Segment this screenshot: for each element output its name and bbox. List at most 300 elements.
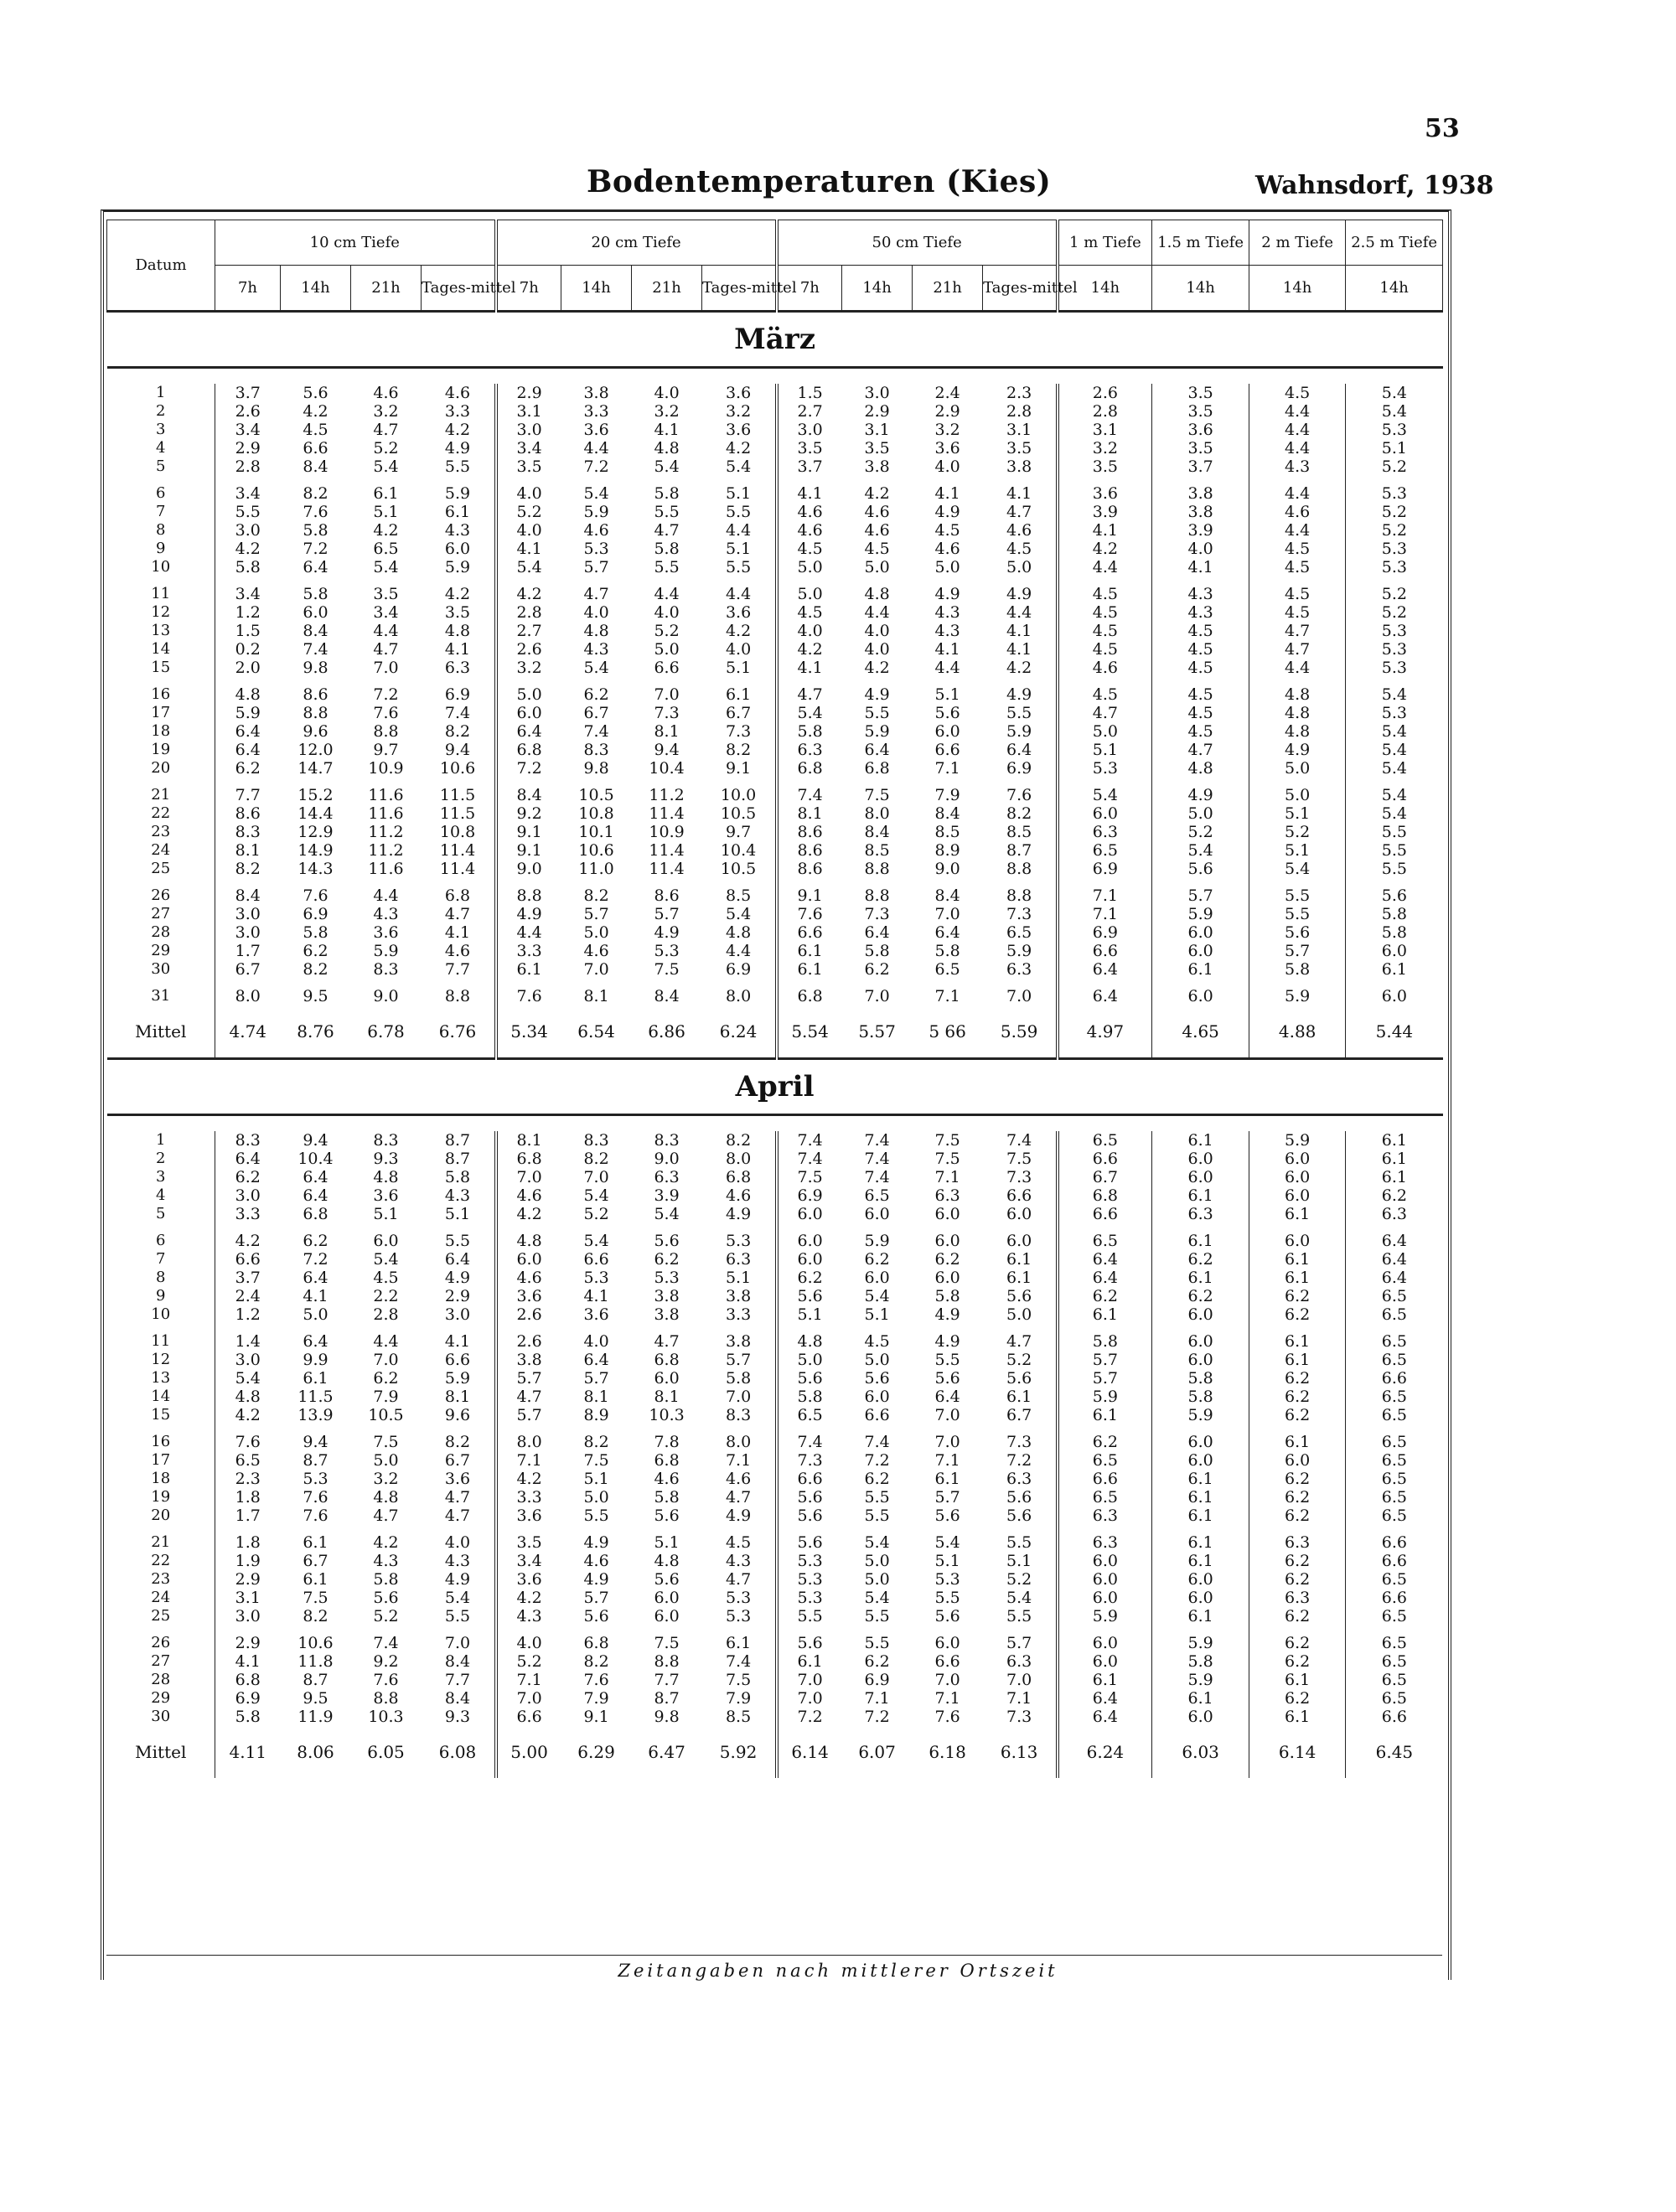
temperature-cell: 5.5 [444,1607,471,1625]
mean-cell: 6.03 [1152,1726,1249,1778]
table-row [107,878,1443,905]
temperature-cell: 8.4 [444,1652,471,1671]
temperature-cell: 5.8 [864,942,890,960]
temperature-cell: 6.0 [777,1223,842,1250]
temperature-cell: 6.7 [215,960,281,979]
temperature-cell: 4.7 [373,421,399,439]
table-row [107,1470,1443,1488]
day-label: 6 [156,484,166,502]
temperature-cell: 1.4 [215,1324,281,1351]
temperature-cell: 6.6 [1346,1369,1443,1388]
temperature-cell: 7.0 [373,1351,399,1369]
temperature-cell: 4.5 [1058,576,1152,603]
temperature-cell: 6.3 [1058,1525,1152,1552]
temperature-cell: 6.0 [1346,979,1443,1005]
temperature-cell: 8.1 [777,804,842,823]
temperature-cell: 7.7 [654,1671,680,1689]
day-label: 27 [151,905,171,923]
temperature-cell: 4.5 [1249,384,1346,402]
temperature-cell: 8.7 [1006,841,1032,860]
temperature-cell: 6.3 [1249,1589,1346,1607]
temperature-cell: 5.1 [444,1205,471,1223]
temperature-cell: 7.1 [934,759,960,778]
temperature-cell: 3.3 [496,1488,561,1507]
temperature-cell: 4.2 [496,1470,561,1488]
table-row [107,759,1443,778]
temperature-cell: 4.0 [725,640,752,659]
day-label: 24 [151,841,171,859]
temperature-cell: 5.8 [654,1488,680,1507]
table-row [107,942,1443,960]
temperature-cell: 11.6 [368,860,404,878]
table-row [107,1305,1443,1324]
temperature-cell: 5.1 [373,1205,399,1223]
temperature-cell: 6.9 [1058,923,1152,942]
sub-header: Tages-mittel [983,266,1058,312]
temperature-cell: 9.9 [303,1351,328,1369]
temperature-cell: 6.4 [864,741,890,759]
day-label: 16 [151,1433,171,1450]
temperature-cell: 6.4 [303,1186,328,1205]
temperature-cell: 6.1 [1249,1708,1346,1726]
temperature-cell: 4.5 [934,521,960,540]
temperature-cell: 2.8 [1006,402,1032,421]
temperature-cell: 6.3 [654,1168,680,1186]
footer-note: Zeitangaben nach mittlerer Ortszeit [618,1961,1058,1981]
temperature-cell: 4.5 [1249,603,1346,622]
temperature-cell: 6.2 [303,942,328,960]
temperature-cell: 5.2 [1346,603,1443,622]
temperature-cell: 7.0 [1006,987,1032,1005]
temperature-cell: 5.2 [654,622,680,640]
temperature-cell: 4.8 [777,1324,842,1351]
temperature-cell: 4.2 [215,540,281,558]
temperature-cell: 4.2 [215,1406,281,1424]
temperature-cell: 6.3 [444,659,471,677]
temperature-cell: 4.4 [1249,521,1346,540]
temperature-cell: 4.0 [654,603,680,622]
temperature-cell: 6.0 [934,1205,960,1223]
mean-cell: 5.44 [1346,1005,1443,1059]
temperature-cell: 4.6 [1006,521,1032,540]
temperature-cell: 6.1 [1249,1424,1346,1451]
temperature-cell: 4.5 [1058,640,1152,659]
mean-row [107,1005,1443,1059]
temperature-cell: 4.6 [496,1269,561,1287]
temperature-cell: 4.5 [725,1533,752,1552]
temperature-cell: 6.2 [1249,1388,1346,1406]
temperature-cell: 6.0 [1152,1168,1249,1186]
temperature-cell: 3.9 [1058,503,1152,521]
temperature-cell: 2.2 [373,1287,399,1305]
temperature-cell: 2.3 [1006,384,1032,402]
temperature-cell: 7.5 [934,1131,960,1150]
temperature-cell: 6.5 [1346,1424,1443,1451]
temperature-cell: 9.8 [303,659,328,677]
temperature-cell: 7.0 [654,685,680,704]
temperature-cell: 5.5 [864,1507,890,1525]
temperature-cell: 7.4 [725,1652,752,1671]
temperature-cell: 5.8 [1058,1324,1152,1351]
temperature-cell: 7.2 [496,759,561,778]
temperature-cell: 6.9 [1058,860,1152,878]
mean-cell: 6.05 [367,1742,405,1762]
temperature-cell: 6.5 [1346,1451,1443,1470]
temperature-cell: 5.6 [1006,1507,1032,1525]
temperature-cell: 5.3 [1346,704,1443,722]
mean-cell: 5.57 [858,1021,896,1041]
temperature-cell: 5.0 [373,1451,399,1470]
temperature-cell: 4.1 [583,1287,609,1305]
temperature-cell: 4.0 [934,457,960,476]
temperature-cell: 6.0 [1152,1570,1249,1589]
temperature-cell: 5.0 [303,1305,328,1324]
temperature-cell: 4.1 [496,540,561,558]
temperature-cell: 4.4 [583,439,609,457]
temperature-cell: 5.9 [1058,1388,1152,1406]
temperature-cell: 6.4 [215,741,281,759]
temperature-cell: 5.1 [1346,439,1443,457]
temperature-cell: 6.2 [777,1269,842,1287]
temperature-cell: 6.5 [1346,1689,1443,1708]
temperature-cell: 5.5 [864,1607,890,1625]
temperature-cell: 6.2 [1249,1689,1346,1708]
temperature-cell: 14.7 [297,759,334,778]
temperature-cell: 5.3 [1346,558,1443,576]
temperature-cell: 6.8 [1058,1186,1152,1205]
temperature-cell: 6.0 [1152,1451,1249,1470]
temperature-cell: 5.3 [725,1589,752,1607]
temperature-cell: 6.4 [215,722,281,741]
temperature-cell: 6.0 [864,1269,890,1287]
temperature-cell: 5.4 [1346,741,1443,759]
temperature-cell: 5.8 [1152,1369,1249,1388]
temperature-cell: 7.9 [725,1689,752,1708]
temperature-cell: 2.9 [215,439,281,457]
temperature-cell: 6.3 [1152,1205,1249,1223]
temperature-cell: 4.0 [583,603,609,622]
temperature-cell: 6.5 [1058,1451,1152,1470]
temperature-cell: 6.5 [934,960,960,979]
temperature-cell: 9.4 [654,741,680,759]
temperature-cell: 5.6 [777,1507,842,1525]
day-label: 20 [151,1507,171,1524]
temperature-cell: 11.2 [368,823,404,841]
temperature-cell: 6.5 [1346,1625,1443,1652]
temperature-cell: 4.3 [583,640,609,659]
temperature-cell: 1.8 [215,1525,281,1552]
temperature-cell: 5.6 [1006,1488,1032,1507]
temperature-cell: 5.4 [583,659,609,677]
temperature-cell: 5.6 [654,1507,680,1525]
temperature-cell: 6.4 [1058,979,1152,1005]
table-row [107,1388,1443,1406]
day-label: 25 [151,1607,171,1625]
table-row [107,1269,1443,1287]
temperature-cell: 5.8 [1346,905,1443,923]
temperature-cell: 5.5 [444,1232,471,1250]
temperature-cell: 4.5 [1249,540,1346,558]
temperature-cell: 3.6 [583,421,609,439]
temperature-cell: 8.3 [215,823,281,841]
temperature-cell: 4.1 [215,1652,281,1671]
temperature-cell: 6.1 [1152,1507,1249,1525]
temperature-cell: 10.5 [720,804,757,823]
temperature-cell: 7.0 [934,1406,960,1424]
temperature-cell: 6.0 [1152,1305,1249,1324]
day-label: 14 [151,640,171,658]
temperature-cell: 6.1 [1058,1406,1152,1424]
temperature-cell: 7.3 [1006,1433,1032,1451]
day-label: 15 [151,659,171,676]
temperature-cell: 4.8 [864,585,890,603]
temperature-cell: 3.7 [215,384,281,402]
temperature-cell: 10.1 [578,823,614,841]
temperature-cell: 4.8 [654,1552,680,1570]
temperature-cell: 4.0 [496,1625,561,1652]
temperature-cell: 3.1 [864,421,890,439]
temperature-cell: 6.4 [934,923,960,942]
temperature-cell: 5.4 [215,1369,281,1388]
sub-header: 14h [1152,266,1249,312]
temperature-cell: 7.2 [864,1708,890,1726]
temperature-cell: 5.8 [725,1369,752,1388]
temperature-cell: 5.8 [1152,1388,1249,1406]
temperature-cell: 5.4 [373,1250,399,1269]
temperature-cell: 6.2 [864,1470,890,1488]
temperature-cell: 5.6 [1006,1369,1032,1388]
sub-header: 14h [561,266,632,312]
temperature-cell: 4.8 [1152,759,1249,778]
temperature-cell: 5.9 [1006,942,1032,960]
temperature-cell: 5.4 [1346,677,1443,704]
temperature-cell: 3.5 [1006,439,1032,457]
table-row [107,503,1443,521]
day-label: 17 [151,1451,171,1469]
temperature-cell: 5.8 [1249,960,1346,979]
temperature-cell: 4.1 [777,476,842,503]
temperature-cell: 6.0 [864,1205,890,1223]
temperature-cell: 15.2 [297,786,334,804]
temperature-cell: 5.6 [934,704,960,722]
temperature-cell: 8.3 [725,1406,752,1424]
temperature-cell: 6.2 [1058,1424,1152,1451]
temperature-cell: 8.2 [583,1652,609,1671]
temperature-cell: 5.7 [583,905,609,923]
mean-cell: 6.14 [1249,1726,1346,1778]
temperature-cell: 6.1 [303,1533,328,1552]
temperature-cell: 3.6 [496,1570,561,1589]
temperature-cell: 4.3 [934,622,960,640]
temperature-cell: 5.0 [1006,1305,1032,1324]
temperature-cell: 3.3 [215,1205,281,1223]
temperature-cell: 3.8 [864,457,890,476]
temperature-cell: 4.2 [864,659,890,677]
day-label: 30 [151,1708,171,1725]
temperature-cell: 5.6 [583,1607,609,1625]
temperature-cell: 6.2 [373,1369,399,1388]
temperature-cell: 8.9 [934,841,960,860]
temperature-cell: 8.7 [303,1671,328,1689]
day-label: 17 [151,704,171,721]
temperature-cell: 8.6 [654,886,680,905]
temperature-cell: 8.2 [583,1433,609,1451]
table-row [107,384,1443,402]
temperature-cell: 5.4 [1346,778,1443,804]
temperature-cell: 10.5 [368,1406,404,1424]
temperature-cell: 5.6 [373,1589,399,1607]
temperature-cell: 5.6 [777,1287,842,1305]
temperature-cell: 9.3 [444,1708,471,1726]
temperature-cell: 4.7 [444,905,471,923]
temperature-cell: 3.9 [1152,521,1249,540]
temperature-cell: 7.3 [654,704,680,722]
temperature-cell: 6.2 [1249,1488,1346,1507]
table-row [107,521,1443,540]
temperature-cell: 4.3 [444,1552,471,1570]
table-row [107,457,1443,476]
temperature-cell: 9.0 [373,987,399,1005]
temperature-cell: 7.6 [303,503,328,521]
day-label: 20 [151,759,171,777]
temperature-cell: 5.1 [777,1305,842,1324]
temperature-cell: 6.5 [1346,1324,1443,1351]
day-label: 6 [156,1232,166,1249]
temperature-cell: 4.6 [373,384,399,402]
temperature-cell: 4.7 [496,1388,561,1406]
day-label: 21 [151,786,171,804]
day-label: 29 [151,942,171,959]
temperature-cell: 8.3 [654,1131,680,1150]
temperature-cell: 4.4 [1249,421,1346,439]
temperature-cell: 5.1 [1249,804,1346,823]
temperature-cell: 6.6 [1346,1525,1443,1552]
temperature-cell: 6.7 [583,704,609,722]
temperature-cell: 5.2 [583,1205,609,1223]
temperature-cell: 7.1 [934,1451,960,1470]
temperature-cell: 5.5 [1346,841,1443,860]
temperature-cell: 7.6 [583,1671,609,1689]
day-label: 23 [151,823,171,840]
temperature-cell: 7.4 [864,1433,890,1451]
temperature-cell: 6.1 [444,503,471,521]
temperature-cell: 5.9 [1006,722,1032,741]
temperature-cell: 4.1 [1058,521,1152,540]
temperature-cell: 5.4 [1058,778,1152,804]
temperature-cell: 7.3 [1006,1708,1032,1726]
temperature-cell: 6.0 [934,1634,960,1652]
group-header-2-5m: 2.5 m Tiefe [1346,220,1443,266]
temperature-cell: 3.7 [215,1269,281,1287]
sub-header: Tages-mittel [702,266,777,312]
temperature-cell: 3.6 [444,1470,471,1488]
temperature-cell: 3.5 [1152,384,1249,402]
temperature-cell: 8.2 [725,1131,752,1150]
temperature-cell: 5.4 [583,1232,609,1250]
temperature-cell: 4.8 [215,1388,281,1406]
table-row [107,1150,1443,1168]
temperature-cell: 6.5 [1346,1507,1443,1525]
temperature-cell: 7.6 [373,1671,399,1689]
day-label: 3 [156,421,166,438]
temperature-cell: 7.0 [1006,1671,1032,1689]
temperature-cell: 7.1 [725,1451,752,1470]
temperature-cell: 10.9 [649,823,685,841]
temperature-cell: 7.6 [373,704,399,722]
mean-cell: 5.00 [496,1726,561,1778]
temperature-cell: 6.4 [303,1332,328,1351]
sub-header: 14h [281,266,351,312]
temperature-cell: 9.8 [583,759,609,778]
temperature-cell: 4.5 [303,421,328,439]
temperature-cell: 5.6 [777,1488,842,1507]
temperature-cell: 10.3 [649,1406,685,1424]
table-row [107,677,1443,704]
day-label: 9 [156,1287,166,1305]
temperature-cell: 5.5 [725,503,752,521]
temperature-cell: 5.5 [1006,1607,1032,1625]
temperature-cell: 3.6 [725,384,752,402]
temperature-cell: 1.7 [215,1507,281,1525]
group-header-1m: 1 m Tiefe [1058,220,1152,266]
temperature-cell: 8.4 [496,778,561,804]
temperature-cell: 6.5 [1006,923,1032,942]
temperature-cell: 6.1 [1058,1305,1152,1324]
mean-row [107,1726,1443,1778]
temperature-cell: 3.8 [654,1305,680,1324]
temperature-cell: 4.1 [934,484,960,503]
temperature-cell: 7.6 [934,1708,960,1726]
temperature-cell: 4.5 [1152,659,1249,677]
temperature-cell: 6.0 [1249,1168,1346,1186]
temperature-cell: 4.2 [373,521,399,540]
temperature-cell: 11.4 [649,804,685,823]
temperature-cell: 4.1 [444,1332,471,1351]
day-label: 26 [151,1634,171,1651]
temperature-cell: 11.5 [297,1388,334,1406]
temperature-cell: 9.2 [373,1652,399,1671]
temperature-cell: 6.8 [215,1671,281,1689]
temperature-cell: 6.9 [215,1689,281,1708]
temperature-cell: 6.2 [1249,1406,1346,1424]
temperature-cell: 6.2 [934,1250,960,1269]
temperature-cell: 6.7 [1058,1168,1152,1186]
day-label: 8 [156,521,166,539]
temperature-cell: 5.8 [303,585,328,603]
temperature-cell: 5.4 [654,457,680,476]
temperature-cell: 5.3 [725,1232,752,1250]
group-header-1-5m: 1.5 m Tiefe [1152,220,1249,266]
temperature-cell: 9.4 [303,1131,328,1150]
temperature-cell: 6.8 [583,1634,609,1652]
temperature-cell: 4.9 [934,1332,960,1351]
temperature-cell: 8.0 [496,1424,561,1451]
temperature-cell: 5.7 [725,1351,752,1369]
temperature-cell: 2.9 [496,384,561,402]
temperature-cell: 4.7 [725,1570,752,1589]
temperature-cell: 4.5 [1249,576,1346,603]
table-row [107,1652,1443,1671]
month-header-row [107,1059,1443,1115]
temperature-cell: 5.4 [725,905,752,923]
sub-header: 14h [1249,266,1346,312]
temperature-cell: 7.1 [934,1168,960,1186]
temperature-cell: 6.0 [496,1250,561,1269]
temperature-cell: 4.6 [444,942,471,960]
temperature-cell: 4.2 [864,484,890,503]
temperature-cell: 4.5 [1249,558,1346,576]
temperature-cell: 4.4 [1249,439,1346,457]
